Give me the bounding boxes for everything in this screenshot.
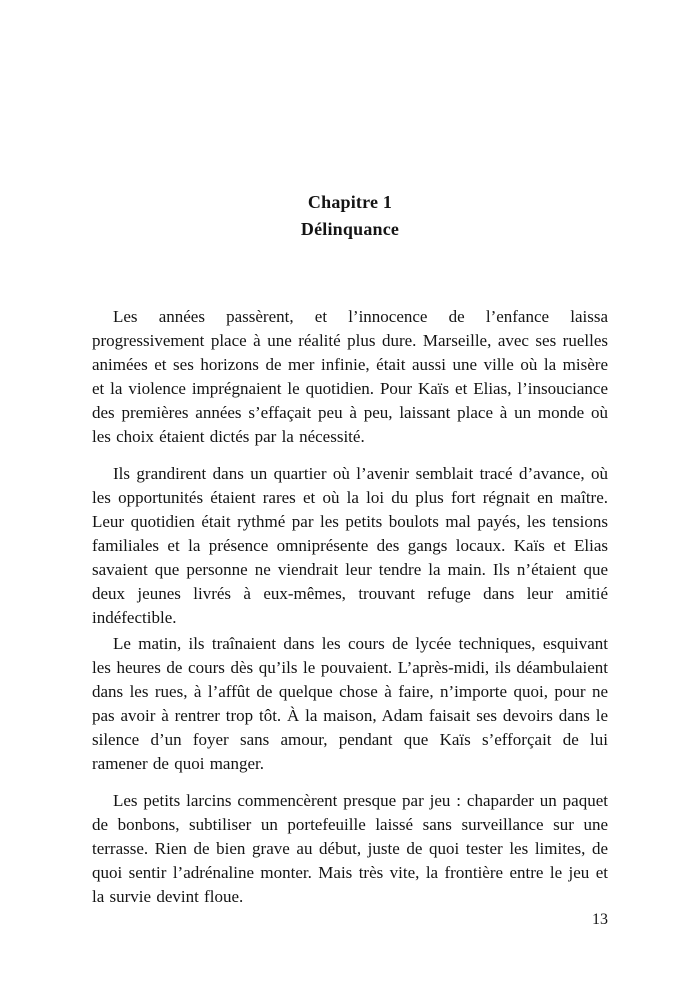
body-paragraph: Le matin, ils traînaient dans les cours de lycée techniques, esquivant les heures de cours dès qu’ils le pouvaient. L’après-midi, ils déambulaient dans les rues, à l’affût de quelque chose à faire, n’importe quoi, pour ne pas avoir à rentrer trop tôt. À la maison, Adam faisait ses devoirs dans le silence d’un foyer sans amour, pendant que Kaïs s’efforçait de lui ramener de quoi manger. (92, 634, 608, 773)
book-page (92, 0, 608, 992)
chapter-number-line: Chapitre 1 (307, 192, 393, 212)
chapter-heading (92, 0, 608, 243)
body-paragraph: Ils grandirent dans un quartier où l’avenir semblait tracé d’avance, où les opportunités étaient rares et où la loi du plus fort régnait en maître. Leur quotidien était rythmé par les petits boulots mal payés, les tensions familiales et la présence omniprésente des gangs locaux. Kaïs et Elias savaient que personne ne viendrait leur tendre la main. Ils n’étaient que deux jeunes livrés à eux-mêmes, trouvant refuge dans leur amitié indéfectible. (92, 464, 608, 627)
chapter-title-line: Délinquance (300, 219, 400, 239)
page-number: 13 (592, 911, 608, 928)
body-paragraph: Les petits larcins commencèrent presque par jeu : chaparder un paquet de bonbons, subtiliser un portefeuille laissé sans surveillance sur une terrasse. Rien de bien grave au début, juste de quoi tester les limites, de quoi sentir l’adrénaline monter. Mais très vite, la frontière entre le jeu et la survie devint floue. (92, 791, 608, 906)
body-paragraph: Les années passèrent, et l’innocence de l’enfance laissa progressivement place à une réalité plus dure. Marseille, avec ses ruelles animées et ses horizons de mer infinie, était aussi une ville où la misère et la violence imprégnaient le quotidien. Pour Kaïs et Elias, l’insouciance des premières années s’effaçait peu à peu, laissant place à un monde où les choix étaient dictés par la nécessité. (92, 307, 608, 446)
chapter-body (92, 305, 608, 909)
